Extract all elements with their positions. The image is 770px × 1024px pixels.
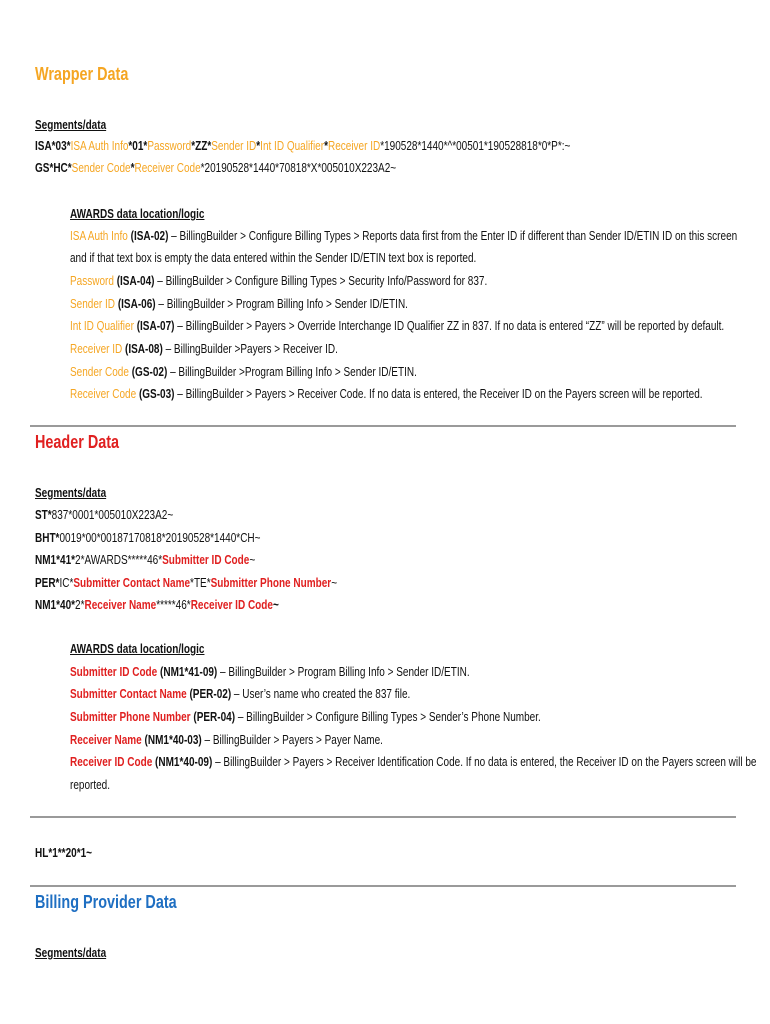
header-segments-label: Segments/data	[35, 486, 107, 500]
wrapper-item: Receiver Code (GS-03) – BillingBuilder > Payers > Receiver Code. If no data is entered, the Receiver ID on the Payers screen will be reported.	[70, 387, 703, 401]
wrapper-item: Sender Code (GS-02) – BillingBuilder >Program Billing Info > Sender ID/ETIN.	[70, 365, 417, 379]
st-segment-line: ST*837*0001*005010X223A2~	[35, 508, 174, 522]
header-awards-label: AWARDS data location/logic	[70, 642, 205, 656]
header-item: Submitter ID Code (NM1*41-09) – BillingBuilder > Program Billing Info > Sender ID/ETIN.	[70, 665, 470, 679]
wrapper-item: Password (ISA-04) – BillingBuilder > Configure Billing Types > Security Info/Password for 837.	[70, 274, 488, 288]
section-divider	[30, 816, 736, 818]
billing-segments-label: Segments/data	[35, 946, 107, 960]
wrapper-item: ISA Auth Info (ISA-02) – BillingBuilder > Configure Billing Types > Reports data first from the Enter ID if different than Sender ID/ETIN ID on this screen	[70, 229, 738, 243]
billing-provider-heading: Billing Provider Data	[35, 892, 177, 912]
wrapper-item: Sender ID (ISA-06) – BillingBuilder > Program Billing Info > Sender ID/ETIN.	[70, 297, 408, 311]
section-divider	[30, 885, 736, 887]
nm1-41-segment-line: NM1*41*2*AWARDS*****46*Submitter ID Code~	[35, 553, 256, 567]
nm1-40-segment-line: NM1*40*2*Receiver Name*****46*Receiver ID Code~	[35, 598, 279, 612]
header-data-heading: Header Data	[35, 432, 120, 452]
header-item: Submitter Contact Name (PER-02) – User’s name who created the 837 file.	[70, 687, 411, 701]
wrapper-item: and if that text box is empty the data entered within the Sender ID/ETIN text box is reported.	[70, 251, 477, 265]
gs-segment-line: GS*HC*Sender Code*Receiver Code*20190528*1440*70818*X*005010X223A2~	[35, 161, 397, 175]
header-item: Receiver ID Code (NM1*40-09) – BillingBuilder > Payers > Receiver Identification Code. If no data is entered, the Receiver ID on the Payers screen will be	[70, 755, 757, 769]
wrapper-awards-label: AWARDS data location/logic	[70, 207, 205, 221]
header-item: Receiver Name (NM1*40-03) – BillingBuilder > Payers > Payer Name.	[70, 733, 383, 747]
header-item: reported.	[70, 778, 111, 792]
wrapper-segments-label: Segments/data	[35, 118, 107, 132]
isa-segment-line: ISA*03*ISA Auth Info*01*Password*ZZ*Sender ID*Int ID Qualifier*Receiver ID*190528*1440*^*00501*190528818*0*P*:~	[35, 139, 571, 153]
section-divider	[30, 425, 736, 427]
hl-segment-line: HL*1**20*1~	[35, 846, 92, 860]
wrapper-item: Int ID Qualifier (ISA-07) – BillingBuilder > Payers > Override Interchange ID Qualifier ZZ in 837. If no data is entered “ZZ” will be reported by default.	[70, 319, 725, 333]
header-item: Submitter Phone Number (PER-04) – BillingBuilder > Configure Billing Types > Sender’s Phone Number.	[70, 710, 541, 724]
wrapper-data-heading: Wrapper Data	[35, 64, 129, 84]
wrapper-item: Receiver ID (ISA-08) – BillingBuilder >Payers > Receiver ID.	[70, 342, 338, 356]
bht-segment-line: BHT*0019*00*00187170818*20190528*1440*CH~	[35, 531, 261, 545]
per-segment-line: PER*IC*Submitter Contact Name*TE*Submitter Phone Number~	[35, 576, 338, 590]
